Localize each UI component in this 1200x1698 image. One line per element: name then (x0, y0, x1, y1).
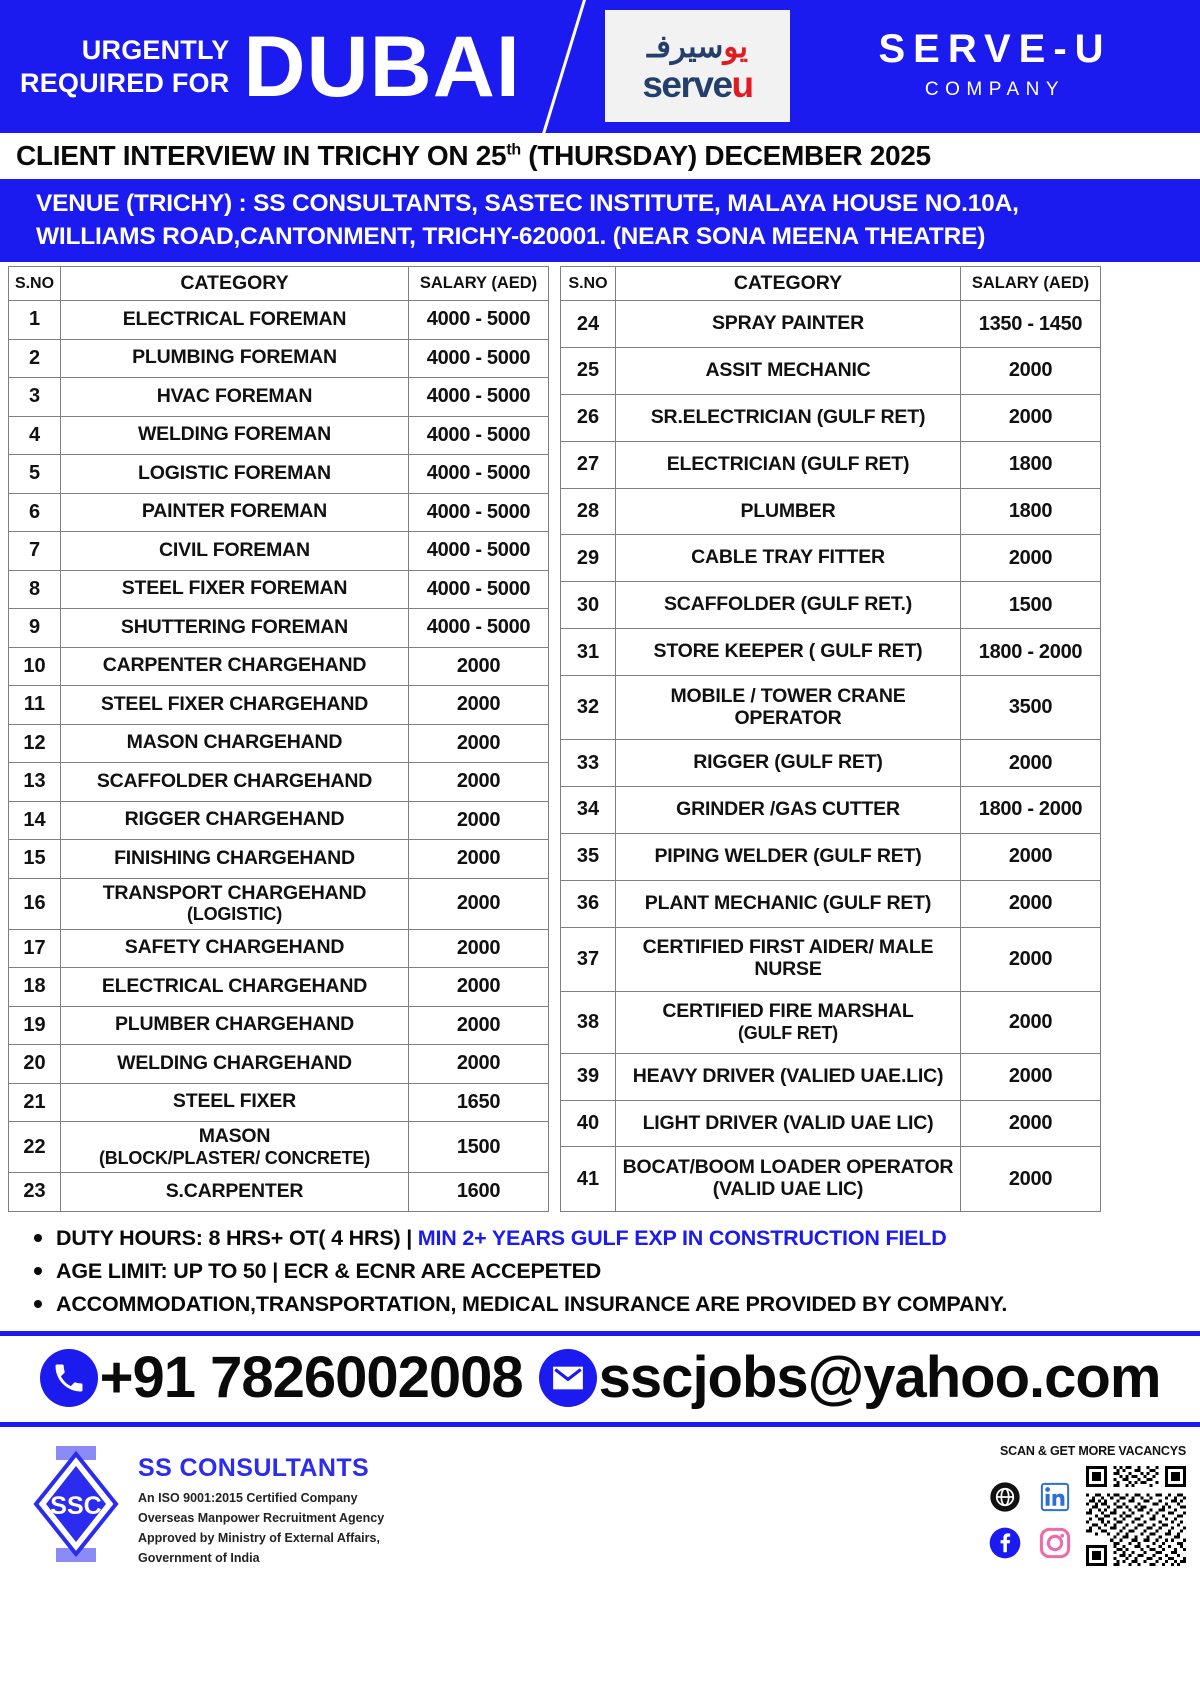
cell-category: STEEL FIXER (61, 1083, 409, 1122)
cell-category: CABLE TRAY FITTER (616, 535, 961, 582)
cell-salary: 2000 (961, 348, 1101, 395)
vacancy-tables (0, 262, 1200, 1211)
table-row (9, 878, 549, 929)
table-row (9, 1173, 549, 1212)
table-row (9, 763, 549, 802)
cell-sno: 29 (561, 535, 616, 582)
arabic-brand-dark: سيرفـ (647, 29, 724, 64)
cell-salary: 4000 - 5000 (409, 532, 549, 571)
table-row (9, 801, 549, 840)
cell-sno: 5 (9, 455, 61, 494)
vacancy-table-left (8, 266, 549, 1211)
table-row (561, 740, 1101, 787)
cell-category-sub: (GULF RET) (738, 1023, 838, 1044)
conditions-list (0, 1212, 1200, 1328)
email-address: sscjobs@yahoo.com (598, 1344, 1161, 1410)
facebook-icon[interactable] (988, 1526, 1022, 1560)
phone-group[interactable] (40, 1344, 523, 1410)
ordinal-suffix: th (506, 141, 521, 159)
cell-salary: 1800 (961, 441, 1101, 488)
table-header-row (9, 267, 549, 301)
instagram-icon[interactable] (1038, 1526, 1072, 1560)
cell-salary: 2000 (409, 840, 549, 879)
cell-salary: 1500 (961, 582, 1101, 629)
cell-category: HVAC FOREMAN (61, 378, 409, 417)
condition-text: ACCOMMODATION,TRANSPORTATION, MEDICAL INSURANCE ARE PROVIDED BY COMPANY. (56, 1292, 1008, 1317)
cell-category: CIVIL FOREMAN (61, 532, 409, 571)
header-right-group (805, 28, 1185, 101)
contact-strip (0, 1339, 1200, 1419)
cell-sno: 35 (561, 833, 616, 880)
condition-item (30, 1288, 1200, 1321)
globe-icon[interactable] (988, 1480, 1022, 1514)
cell-sno: 36 (561, 880, 616, 927)
vacancy-table-left-body (9, 301, 549, 1211)
cell-sno: 6 (9, 493, 61, 532)
cell-sno: 21 (9, 1083, 61, 1122)
ssc-credential-1: An ISO 9001:2015 Certified Company (138, 1490, 358, 1505)
cell-salary: 4000 - 5000 (409, 455, 549, 494)
table-row (9, 378, 549, 417)
cell-sno: 11 (9, 686, 61, 725)
vacancy-table-right-body (561, 301, 1101, 1211)
table-row (561, 927, 1101, 991)
cell-sno: 40 (561, 1100, 616, 1147)
cell-salary: 2000 (961, 394, 1101, 441)
cell-salary: 2000 (409, 929, 549, 968)
table-row (9, 647, 549, 686)
cell-sno: 16 (9, 878, 61, 929)
phone-icon (40, 1349, 98, 1407)
cell-salary: 2000 (409, 647, 549, 686)
cell-salary: 2000 (961, 1147, 1101, 1211)
cell-sno: 13 (9, 763, 61, 802)
col-header-sno: S.NO (9, 267, 61, 301)
cell-sno: 23 (9, 1173, 61, 1212)
cell-salary: 4000 - 5000 (409, 378, 549, 417)
cell-sno: 10 (9, 647, 61, 686)
cell-sno: 38 (561, 991, 616, 1053)
scan-row (988, 1466, 1186, 1566)
table-row (561, 441, 1101, 488)
table-row (561, 535, 1101, 582)
cell-salary: 4000 - 5000 (409, 493, 549, 532)
table-row (561, 394, 1101, 441)
condition-text: AGE LIMIT: UP TO 50 | ECR & ECNR ARE ACCEPETED (56, 1258, 602, 1283)
table-row (9, 724, 549, 763)
cell-sno: 17 (9, 929, 61, 968)
cell-salary: 2000 (961, 991, 1101, 1053)
cell-sno: 7 (9, 532, 61, 571)
cell-salary: 4000 - 5000 (409, 416, 549, 455)
cell-category: MOBILE / TOWER CRANE OPERATOR (616, 676, 961, 740)
linkedin-icon[interactable] (1038, 1480, 1072, 1514)
cell-salary: 2000 (409, 801, 549, 840)
cell-category: CARPENTER CHARGEHAND (61, 647, 409, 686)
cell-category: RIGGER CHARGEHAND (61, 801, 409, 840)
table-row (9, 609, 549, 648)
urgently-required-text: URGENTLY REQUIRED FOR (20, 34, 230, 98)
cell-sno: 25 (561, 348, 616, 395)
table-row (9, 968, 549, 1007)
cell-category: S.CARPENTER (61, 1173, 409, 1212)
cell-category: STEEL FIXER CHARGEHAND (61, 686, 409, 725)
poster-header (0, 0, 1200, 133)
cell-salary: 2000 (961, 740, 1101, 787)
cell-category: RIGGER (GULF RET) (616, 740, 961, 787)
cell-sno: 20 (9, 1045, 61, 1084)
cell-sno: 26 (561, 394, 616, 441)
cell-sno: 41 (561, 1147, 616, 1211)
ssc-credential-4: Government of India (138, 1551, 260, 1566)
cell-sno: 8 (9, 570, 61, 609)
table-header-row (561, 267, 1101, 301)
table-row (9, 840, 549, 879)
cell-category: SCAFFOLDER CHARGEHAND (61, 763, 409, 802)
phone-number: +91 7826002008 (99, 1344, 523, 1410)
interview-date-bar (0, 133, 1200, 181)
cell-sno: 15 (9, 840, 61, 879)
vacancy-table-right (560, 266, 1101, 1211)
latin-brand-red: u (731, 64, 753, 105)
cell-salary: 2000 (409, 686, 549, 725)
cell-category: STEEL FIXER FOREMAN (61, 570, 409, 609)
table-row (9, 1006, 549, 1045)
cell-sno: 28 (561, 488, 616, 535)
cell-sno: 22 (9, 1122, 61, 1173)
cell-salary: 2000 (409, 878, 549, 929)
condition-item (30, 1255, 1200, 1288)
ssc-credential-2: Overseas Manpower Recruitment Agency (138, 1510, 385, 1525)
cell-salary: 2000 (409, 763, 549, 802)
ssc-company-name: SS CONSULTANTS (138, 1453, 370, 1482)
cell-sno: 2 (9, 339, 61, 378)
cell-category: BOCAT/BOOM LOADER OPERATOR (VALID UAE LIC) (616, 1147, 961, 1211)
cell-salary: 2000 (961, 833, 1101, 880)
cell-category: FINISHING CHARGEHAND (61, 840, 409, 879)
table-row (9, 686, 549, 725)
cell-salary: 2000 (409, 1045, 549, 1084)
cell-category: SHUTTERING FOREMAN (61, 609, 409, 648)
table-row (561, 348, 1101, 395)
scan-label: SCAN & GET MORE VACANCYS (1000, 1443, 1186, 1458)
latin-brand-dark: serve (642, 64, 732, 105)
cell-category: PLUMBER (616, 488, 961, 535)
cell-salary: 1600 (409, 1173, 549, 1212)
email-group[interactable] (539, 1344, 1161, 1410)
table-row (561, 301, 1101, 348)
cell-sno: 37 (561, 927, 616, 991)
ssc-credentials (138, 1488, 384, 1569)
serveu-logo (605, 10, 790, 122)
cell-salary: 2000 (961, 535, 1101, 582)
email-icon (539, 1349, 597, 1407)
ssc-logo (28, 1444, 124, 1564)
cell-category: MASON (BLOCK/PLASTER/ CONCRETE) (61, 1122, 409, 1173)
cell-category: CERTIFIED FIRST AIDER/ MALE NURSE (616, 927, 961, 991)
cell-sno: 34 (561, 786, 616, 833)
cell-salary: 1800 - 2000 (961, 629, 1101, 676)
cell-sno: 27 (561, 441, 616, 488)
cell-category: HEAVY DRIVER (VALIED UAE.LIC) (616, 1053, 961, 1100)
cell-salary: 4000 - 5000 (409, 570, 549, 609)
scan-section (988, 1444, 1186, 1566)
table-row (561, 676, 1101, 740)
cell-category: SAFETY CHARGEHAND (61, 929, 409, 968)
cell-category: PLUMBING FOREMAN (61, 339, 409, 378)
table-row (9, 339, 549, 378)
cell-category: PIPING WELDER (GULF RET) (616, 833, 961, 880)
cell-sno: 4 (9, 416, 61, 455)
table-row (561, 786, 1101, 833)
cell-sno: 32 (561, 676, 616, 740)
table-row (561, 582, 1101, 629)
svg-text:SSC: SSC (50, 1491, 102, 1520)
cell-category: PAINTER FOREMAN (61, 493, 409, 532)
table-row (9, 493, 549, 532)
col-header-salary: SALARY (AED) (961, 267, 1101, 301)
table-row (9, 1083, 549, 1122)
cell-category: PLANT MECHANIC (GULF RET) (616, 880, 961, 927)
header-left-group (0, 18, 600, 115)
cell-sno: 39 (561, 1053, 616, 1100)
latin-brand-text (642, 66, 752, 103)
cell-salary: 3500 (961, 676, 1101, 740)
condition-text: DUTY HOURS: 8 HRS+ OT( 4 HRS) | (56, 1225, 418, 1250)
cell-salary: 2000 (961, 1053, 1101, 1100)
cell-category: TRANSPORT CHARGEHAND (LOGISTIC) (61, 878, 409, 929)
table-row (9, 1045, 549, 1084)
condition-highlight: MIN 2+ YEARS GULF EXP IN CONSTRUCTION FIELD (417, 1225, 947, 1250)
cell-sno: 9 (9, 609, 61, 648)
poster-footer (0, 1430, 1200, 1615)
cell-salary: 1800 - 2000 (961, 786, 1101, 833)
cell-salary: 1650 (409, 1083, 549, 1122)
cell-category: SR.ELECTRICIAN (GULF RET) (616, 394, 961, 441)
venue-bar (0, 181, 1200, 262)
cell-sno: 12 (9, 724, 61, 763)
cell-salary: 2000 (961, 1100, 1101, 1147)
cell-sno: 33 (561, 740, 616, 787)
cell-sno: 18 (9, 968, 61, 1007)
cell-salary: 2000 (409, 724, 549, 763)
company-name: SERVE-U (878, 27, 1112, 71)
cell-sno: 1 (9, 301, 61, 340)
table-row (9, 301, 549, 340)
cell-category: STORE KEEPER ( GULF RET) (616, 629, 961, 676)
table-row (561, 991, 1101, 1053)
table-row (9, 929, 549, 968)
table-row (561, 629, 1101, 676)
cell-salary: 4000 - 5000 (409, 609, 549, 648)
cell-salary: 2000 (409, 968, 549, 1007)
cell-sno: 19 (9, 1006, 61, 1045)
table-row (9, 570, 549, 609)
cell-sno: 3 (9, 378, 61, 417)
cell-salary: 1350 - 1450 (961, 301, 1101, 348)
cell-category-sub: (BLOCK/PLASTER/ CONCRETE) (99, 1147, 370, 1168)
cell-category: WELDING FOREMAN (61, 416, 409, 455)
cell-salary: 1500 (409, 1122, 549, 1173)
table-row (9, 455, 549, 494)
cell-salary: 4000 - 5000 (409, 301, 549, 340)
col-header-category: CATEGORY (616, 267, 961, 301)
cell-category-sub: (LOGISTIC) (187, 904, 282, 925)
cell-category: MASON CHARGEHAND (61, 724, 409, 763)
cell-category: GRINDER /GAS CUTTER (616, 786, 961, 833)
cell-category: LOGISTIC FOREMAN (61, 455, 409, 494)
arabic-brand-text (647, 29, 748, 65)
table-row (561, 1147, 1101, 1211)
cell-category: PLUMBER CHARGEHAND (61, 1006, 409, 1045)
interview-date-text: CLIENT INTERVIEW IN TRICHY ON 25th (THURSDAY) DECEMBER 2025 (16, 140, 931, 171)
table-row (9, 532, 549, 571)
cell-category: ELECTRICAL CHARGEHAND (61, 968, 409, 1007)
divider-bottom (0, 1422, 1200, 1427)
condition-item (30, 1222, 1200, 1255)
table-row (561, 880, 1101, 927)
cell-category: SCAFFOLDER (GULF RET.) (616, 582, 961, 629)
cell-category: LIGHT DRIVER (VALID UAE LIC) (616, 1100, 961, 1147)
table-row (9, 416, 549, 455)
cell-salary: 2000 (961, 880, 1101, 927)
divider-top (0, 1331, 1200, 1336)
col-header-category: CATEGORY (61, 267, 409, 301)
arabic-brand-red: يو (723, 29, 748, 64)
table-row (561, 833, 1101, 880)
cell-category: WELDING CHARGEHAND (61, 1045, 409, 1084)
cell-sno: 24 (561, 301, 616, 348)
cell-category: CERTIFIED FIRE MARSHAL (GULF RET) (616, 991, 961, 1053)
table-row (561, 1053, 1101, 1100)
ssc-details (138, 1444, 384, 1569)
col-header-sno: S.NO (561, 267, 616, 301)
cell-category: SPRAY PAINTER (616, 301, 961, 348)
table-row (9, 1122, 549, 1173)
cell-sno: 30 (561, 582, 616, 629)
cell-category: ELECTRICAL FOREMAN (61, 301, 409, 340)
cell-salary: 1800 (961, 488, 1101, 535)
cell-salary: 4000 - 5000 (409, 339, 549, 378)
col-header-salary: SALARY (AED) (409, 267, 549, 301)
qr-code[interactable] (1086, 1466, 1186, 1566)
table-row (561, 488, 1101, 535)
ssc-credential-3: Approved by Ministry of External Affairs, (138, 1531, 380, 1546)
company-subtitle: COMPANY (924, 79, 1066, 100)
country-title: DUBAI (243, 18, 521, 115)
cell-salary: 2000 (409, 1006, 549, 1045)
table-row (561, 1100, 1101, 1147)
cell-sno: 31 (561, 629, 616, 676)
venue-line-1: VENUE (TRICHY) : SS CONSULTANTS, SASTEC INSTITUTE, MALAYA HOUSE NO.10A, (36, 190, 1019, 217)
social-icons-group (988, 1466, 1074, 1560)
cell-category: ASSIT MECHANIC (616, 348, 961, 395)
cell-salary: 2000 (961, 927, 1101, 991)
cell-category: ELECTRICIAN (GULF RET) (616, 441, 961, 488)
cell-sno: 14 (9, 801, 61, 840)
venue-line-2: WILLIAMS ROAD,CANTONMENT, TRICHY-620001. (NEAR SONA MEENA THEATRE) (36, 222, 986, 250)
